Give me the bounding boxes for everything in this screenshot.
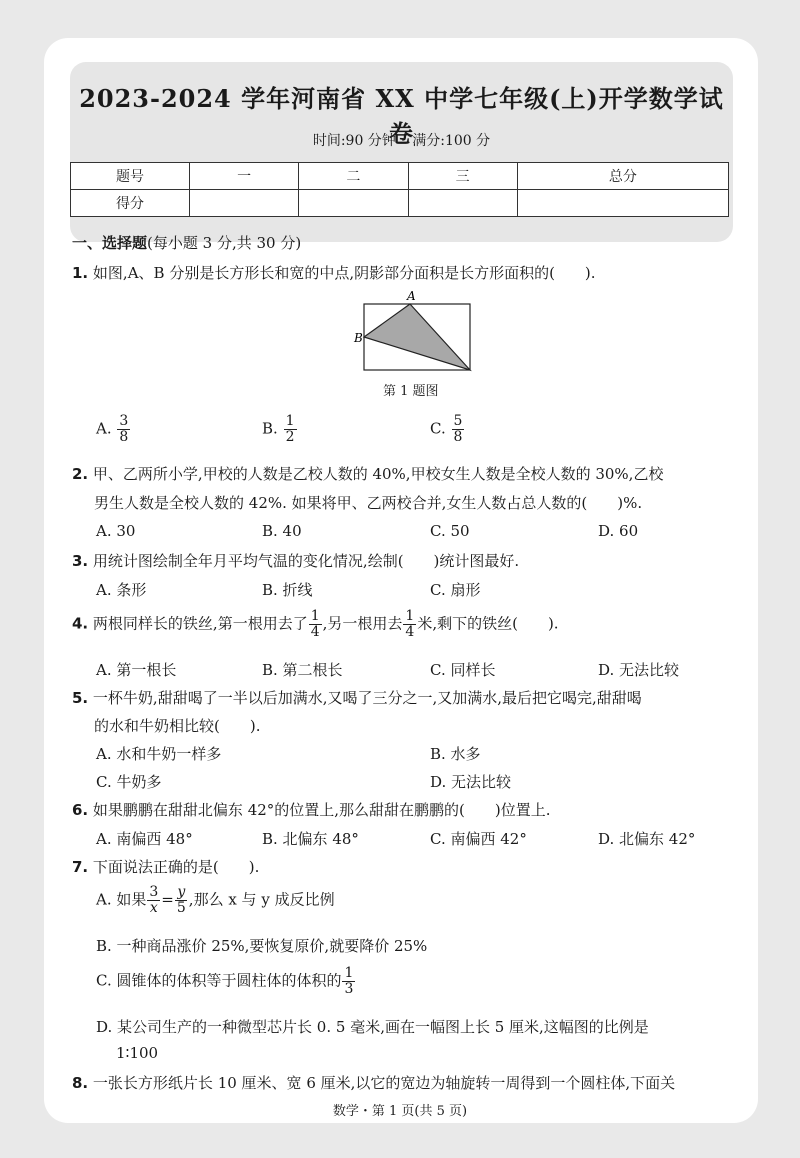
q7-option-d-line2: 1∶100: [116, 1044, 159, 1062]
figure-label-a: A: [407, 289, 416, 303]
score-input-cell[interactable]: [517, 190, 728, 217]
q7-option-a[interactable]: [96, 885, 335, 916]
numerator: 5: [453, 413, 463, 429]
q2-option-d[interactable]: D. 60: [598, 522, 639, 540]
score-table-score-row: [71, 190, 729, 217]
fraction: [147, 885, 160, 916]
score-table: [70, 162, 729, 217]
q1-option-a[interactable]: [96, 414, 131, 445]
question-1: [72, 262, 596, 283]
q4-option-d[interactable]: D. 无法比较: [598, 661, 680, 679]
exam-page: [44, 38, 758, 1123]
question-number: 1.: [72, 264, 89, 282]
equals-sign: =: [161, 890, 174, 909]
q5-option-b[interactable]: B. 水多: [430, 745, 481, 763]
numerator: y: [177, 884, 186, 900]
question-6: [72, 799, 551, 820]
rectangle-figure: [354, 288, 472, 378]
question-2-line2: 男生人数是全校人数的 42%. 如果将甲、乙两校合并,女生人数占总人数的( )%.: [94, 494, 643, 512]
score-input-cell[interactable]: [299, 190, 408, 217]
question-text: 一杯牛奶,甜甜喝了一半以后加满水,又喝了三分之一,又加满水,最后把它喝完,甜甜喝: [92, 689, 642, 707]
q5-option-d[interactable]: D. 无法比较: [430, 773, 512, 791]
q5-option-c[interactable]: C. 牛奶多: [96, 773, 162, 791]
question-number: 3.: [72, 552, 89, 570]
q1-option-b[interactable]: [262, 414, 298, 445]
denominator: 3: [344, 981, 354, 997]
question-5: [72, 687, 642, 708]
q6-option-c[interactable]: C. 南偏西 42°: [430, 830, 527, 848]
fraction: [403, 609, 416, 640]
page-footer: 数学・第 1 页(共 5 页): [332, 1104, 468, 1119]
fraction: [117, 414, 130, 445]
q4-option-c[interactable]: C. 同样长: [430, 661, 496, 679]
option-label: C.: [430, 419, 446, 438]
q7-option-d[interactable]: D. 某公司生产的一种微型芯片长 0. 5 毫米,画在一幅图上长 5 厘米,这幅图的比例是: [96, 1018, 649, 1036]
question-number: 5.: [72, 689, 89, 707]
denominator: x: [149, 900, 158, 916]
q5-option-a[interactable]: A. 水和牛奶一样多: [96, 745, 222, 763]
numerator: 1: [405, 608, 415, 624]
q2-option-c[interactable]: C. 50: [430, 522, 470, 540]
exam-time: 时间:90 分钟: [312, 133, 396, 149]
question-text-part: ,另一根用去: [322, 614, 403, 633]
denominator: 8: [453, 429, 463, 445]
q3-option-c[interactable]: C. 扇形: [430, 581, 481, 599]
score-cell: 总分: [517, 163, 728, 190]
question-7: [72, 856, 259, 877]
question-4: [72, 609, 559, 640]
denominator: 5: [176, 900, 186, 916]
question-number: 2.: [72, 465, 89, 483]
section-title: 一、选择题: [72, 234, 148, 252]
question-2: [72, 463, 663, 484]
q6-option-b[interactable]: B. 北偏东 48°: [262, 830, 359, 848]
fraction: [309, 609, 322, 640]
option-text: A. 如果: [96, 890, 147, 909]
numerator: 1: [310, 608, 320, 624]
score-cell: 一: [190, 163, 299, 190]
score-input-cell[interactable]: [408, 190, 517, 217]
q4-option-b[interactable]: B. 第二根长: [262, 661, 343, 679]
score-input-cell[interactable]: [190, 190, 299, 217]
exam-info: [70, 130, 733, 150]
q3-option-b[interactable]: B. 折线: [262, 581, 313, 599]
question-number: 6.: [72, 801, 89, 819]
question-text: 如果鹏鹏在甜甜北偏东 42°的位置上,那么甜甜在鹏鹏的( )位置上.: [92, 801, 551, 819]
q1-option-c[interactable]: [430, 414, 465, 445]
score-table-header-row: [71, 163, 729, 190]
q2-option-b[interactable]: B. 40: [262, 522, 302, 540]
option-text: ,那么 x 与 y 成反比例: [188, 890, 335, 909]
denominator: 4: [310, 624, 320, 640]
question-text: 用统计图绘制全年月平均气温的变化情况,绘制( )统计图最好.: [92, 552, 520, 570]
question-8: [72, 1072, 675, 1093]
denominator: 2: [285, 429, 295, 445]
question-5-line2: 的水和牛奶相比较( ).: [94, 717, 261, 735]
question-number: 8.: [72, 1074, 89, 1092]
q7-option-c[interactable]: [96, 966, 356, 997]
question-3: [72, 550, 519, 571]
option-text: C. 圆锥体的体积等于圆柱体的体积的: [96, 971, 342, 990]
option-label: B.: [262, 419, 278, 438]
exam-header: [70, 62, 733, 242]
numerator: 3: [119, 413, 129, 429]
figure-caption: 第 1 题图: [383, 384, 439, 399]
question-text: 如图,A、B 分别是长方形长和宽的中点,阴影部分面积是长方形面积的( ).: [92, 264, 596, 282]
q6-option-a[interactable]: A. 南偏西 48°: [96, 830, 193, 848]
denominator: 4: [405, 624, 415, 640]
q2-option-a[interactable]: A. 30: [96, 522, 136, 540]
numerator: 1: [344, 965, 354, 981]
score-cell: 得分: [71, 190, 190, 217]
section-heading: [72, 232, 301, 253]
exam-total-score: 满分:100 分: [412, 133, 491, 149]
option-label: A.: [96, 419, 112, 438]
question-text: 下面说法正确的是( ).: [92, 858, 260, 876]
fraction: [452, 414, 465, 445]
q6-option-d[interactable]: D. 北偏东 42°: [598, 830, 696, 848]
figure-label-b: B: [354, 331, 363, 345]
section-note: (每小题 3 分,共 30 分): [147, 234, 302, 252]
denominator: 8: [119, 429, 129, 445]
fraction: [342, 966, 355, 997]
question-text-part: 米,剩下的铁丝( ).: [417, 614, 559, 633]
score-cell: 题号: [71, 163, 190, 190]
q4-option-a[interactable]: A. 第一根长: [96, 661, 177, 679]
question-number: 4.: [72, 614, 89, 633]
numerator: 1: [285, 413, 295, 429]
q3-option-a[interactable]: A. 条形: [96, 581, 147, 599]
numerator: 3: [149, 884, 159, 900]
score-cell: 二: [299, 163, 408, 190]
page-title: 2023-2024 学年河南省 XX 中学七年级(上)开学数学试卷: [79, 84, 724, 148]
question-number: 7.: [72, 858, 89, 876]
fraction: [284, 414, 297, 445]
q7-option-b[interactable]: B. 一种商品涨价 25%,要恢复原价,就要降价 25%: [96, 937, 428, 955]
fraction: [175, 885, 188, 916]
score-cell: 三: [408, 163, 517, 190]
question-text-part: 两根同样长的铁丝,第一根用去了: [92, 614, 308, 633]
question-text: 甲、乙两所小学,甲校的人数是乙校人数的 40%,甲校女生人数是全校人数的 30%,乙校: [92, 465, 664, 483]
question-text: 一张长方形纸片长 10 厘米、宽 6 厘米,以它的宽边为轴旋转一周得到一个圆柱体,下面关: [92, 1074, 676, 1092]
